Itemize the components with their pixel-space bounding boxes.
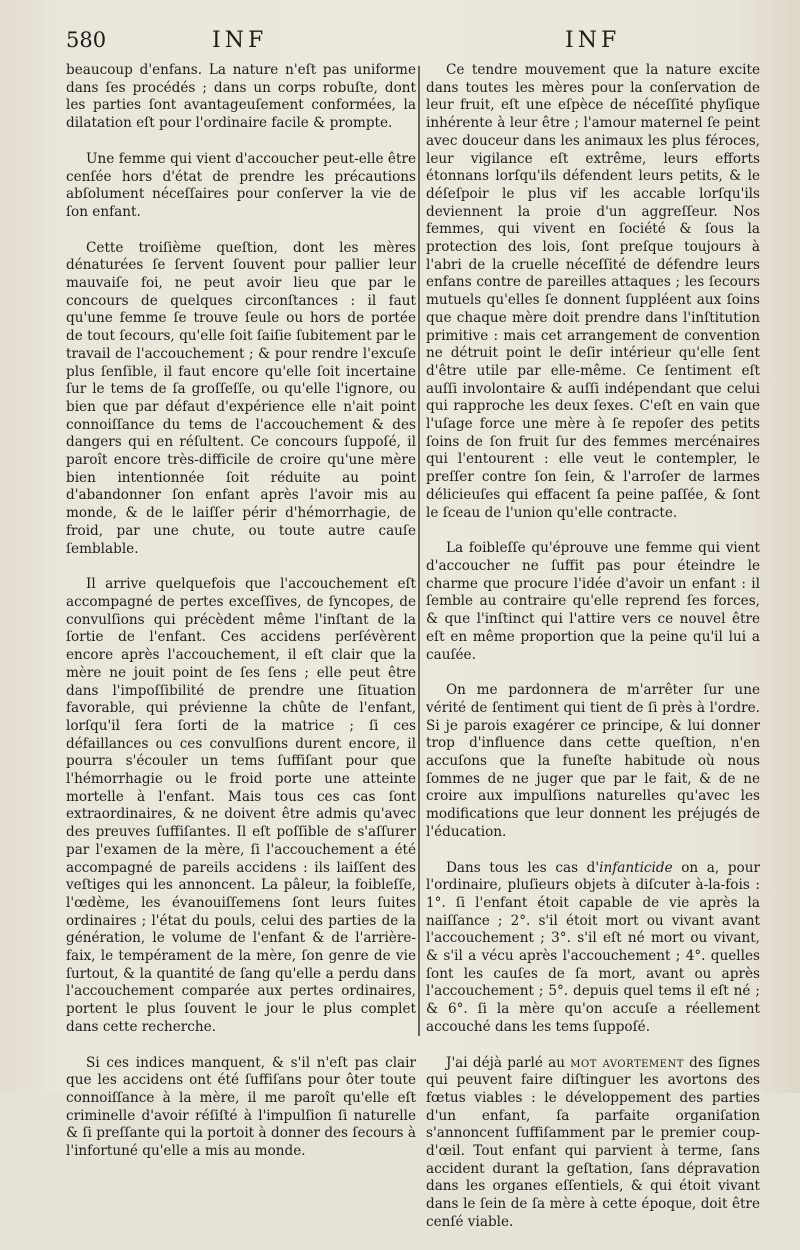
- column-divider: [418, 66, 420, 1036]
- right-column: [426, 62, 760, 1250]
- text-run: on a, pour l'ordinaire, pluſieurs objets à diſcuter à-la-fois : 1°. ſi l'enfant étoit capable de vie après la naiſſance ; 2°. s'il étoit mort ou vivant avant l'accouchement ; 3°. s'il eſt né mort ou vivant, & s'il a vécu après l'accouchement ; 4°. quelles ſont les cauſes de ſa mort, avant ou après l'accouchement ; 5°. depuis quel tems il eſt né ; & 6°. ſi la mère qu'on accuſe a réellement accouché dans les tems ſuppoſé.: [426, 859, 760, 1035]
- paragraph: Ce tendre mouvement que la nature excite dans toutes les mères pour la conſervation de leur fruit, eſt une eſpèce de néceſſité phyſique inhérente à leur être ; l'amour maternel ſe peint avec douceur dans les animaux les plus féroces, leur vigilance eſt extrême, leurs efforts étonnans lorſqu'ils défendent leurs petits, & le déſeſpoir le plus vif les accable lorſqu'ils deviennent la proie d'un aggreſſeur. Nos femmes, qui vivent en ſociété & ſous la protection des lois, ſont preſque toujours à l'abri de la cruelle néceſſité de défendre leurs enfans contre de pareilles attaques ; les ſecours mutuels qu'elles ſe donnent ſuppléent aux ſoins que chaque mère doit prendre dans l'inſtitution primitive : mais cet arrangement de convention ne détruit point le deſir intérieur qu'elle ſent d'être utile par elle-même. Ce ſentiment eſt auſſi involontaire & auſſi indépendant que celui qui rapproche les deux ſexes. C'eſt en vain que l'uſage force une mère à ſe repoſer des petits ſoins de ſon fruit ſur des femmes mercénaires qui l'entourent : elle veut le contempler, le preſſer contre ſon ſein, & l'arroſer de larmes délicieuſes qui effacent ſa peine paſſée, & ſont le ſceau de l'union qu'elle contracte.: [426, 62, 760, 521]
- text-run: J'ai déjà parlé au: [446, 1054, 571, 1071]
- running-head-right: INF: [565, 28, 621, 53]
- paragraph: Si ces indices manquent, & s'il n'eſt pas clair que les accidens ont été ſuffiſans pour ôter toute connoiſſance à la mère, il me paroît qu'elle eſt criminelle d'avoir réſiſté à l'impulſion ſi naturelle & ſi preſſante qui la portoit à donner des ſecours à l'infortuné qu'elle a mis au monde.: [66, 1054, 416, 1160]
- term-avortement: mot avortement: [570, 1054, 684, 1071]
- left-column: [66, 62, 416, 1179]
- paragraph: Il arrive quelquefois que l'accouchement eſt accompagné de pertes exceſſives, de ſyncopes, de convulſions qui précèdent même l'inſtant de la ſortie de l'enfant. Ces accidens perſévèrent encore après l'accouchement, il eſt clair que la mère ne jouit point de ſes ſens ; elle peut être dans l'impoſſibilité de prendre une ſituation favorable, qui prévienne la chûte de l'enfant, lorſqu'il ſera ſorti de la matrice ; ſi ces défaillances ou ces convulſions durent encore, il pourra s'écouler un tems ſuffiſant pour que l'hémorrhagie ou le froid porte une atteinte mortelle à l'enfant. Mais tous ces cas ſont extraordinaires, & ne doivent être admis qu'avec des preuves ſuffiſantes. Il eſt poſſible de s'aſſurer par l'examen de la mère, ſi l'accouchement a été accompagné de pareils accidens : ils laiſſent des veſtiges qui les annoncent. La pâleur, la foibleſſe, l'œdème, les évanouiſſemens ſont leurs ſuites ordinaires ; l'état du pouls, celui des parties de la génération, le volume de l'enfant & de l'arrière-faix, le tempérament de la mère, ſon genre de vie ſurtout, & la quantité de ſang qu'elle a perdu dans l'accouchement comparée aux pertes ordinaires, portent le plus ſouvent le jour le plus complet dans cette recherche.: [66, 576, 416, 1035]
- page-number: 580: [66, 28, 107, 52]
- paragraph: Une femme qui vient d'accoucher peut-elle être cenſée hors d'état de prendre les précautions abſolument néceſſaires pour conſerver la vie de ſon enfant.: [66, 150, 416, 220]
- paragraph: On me pardonnera de m'arrêter ſur une vérité de ſentiment qui tient de ſi près à l'ordre. Si je parois exagérer ce principe, & lui donner trop d'influence dans cette queſtion, n'en accuſons que la funeſte habitude où nous ſommes de ne juger que par le fait, & de ne croire aux impulſions naturelles qu'avec les modifications que leur donnent les préjugés de l'éducation.: [426, 682, 760, 840]
- text-run: des ſignes qui peuvent faire diſtinguer les avortons des fœtus viables : le développement des parties d'un enfant, ſa parfaite organiſation s'annoncent ſuffiſamment par le premier coup-d'œil. Tout enfant qui parvient à terme, ſans accident durant la geſtation, ſans dépravation dans les organes eſſentiels, & qui étoit vivant dans le ſein de ſa mère à cette époque, doit être cenſé viable.: [426, 1054, 760, 1230]
- paragraph-infanticide: [426, 860, 760, 1037]
- paragraph: Cette troiſième queſtion, dont les mères dénaturées ſe ſervent ſouvent pour pallier leur mauvaiſe foi, ne peut avoir lieu que par le concours de quelques circonſtances : il faut qu'une femme ſe trouve ſeule ou hors de portée de tout ſecours, qu'elle ſoit ſaiſie ſubitement par le travail de l'accouchement ; & pour rendre l'excuſe plus ſenſible, il faut encore qu'elle ſoit incertaine ſur le tems de ſa groſſeſſe, ou qu'elle l'ignore, ou bien que par défaut d'expérience elle n'ait point connoiſſance du tems de l'accouchement & des dangers qui en réſultent. Ce concours ſuppoſé, il paroît encore très-difficile de croire qu'une mère bien intentionnée ſoit réduite au point d'abandonner ſon enfant après l'avoir mis au monde, & de le laiſſer périr d'hémorrhagie, de froid, par une chute, ou toute autre cauſe ſemblable.: [66, 239, 416, 557]
- paragraph-avortement: [426, 1055, 760, 1232]
- text-run: Dans tous les cas d': [446, 859, 600, 876]
- term-infanticide: infanticide: [599, 859, 673, 876]
- paragraph: La foibleſſe qu'éprouve une femme qui vient d'accoucher ne ſuffit pas pour éteindre le charme que procure l'idée d'avoir un enfant : il ſemble au contraire qu'elle reprend ſes forces, & que l'inſtinct qui l'attire vers ce nouvel être eſt en même proportion que la peine qu'il lui a cauſée.: [426, 540, 760, 663]
- paragraph: beaucoup d'enfans. La nature n'eſt pas uniforme dans ſes procédés ; dans un corps robuſte, dont les parties ſont avantageuſement conformées, la dilatation eſt pour l'ordinaire facile & prompte.: [66, 62, 416, 132]
- running-head-left: INF: [212, 28, 268, 53]
